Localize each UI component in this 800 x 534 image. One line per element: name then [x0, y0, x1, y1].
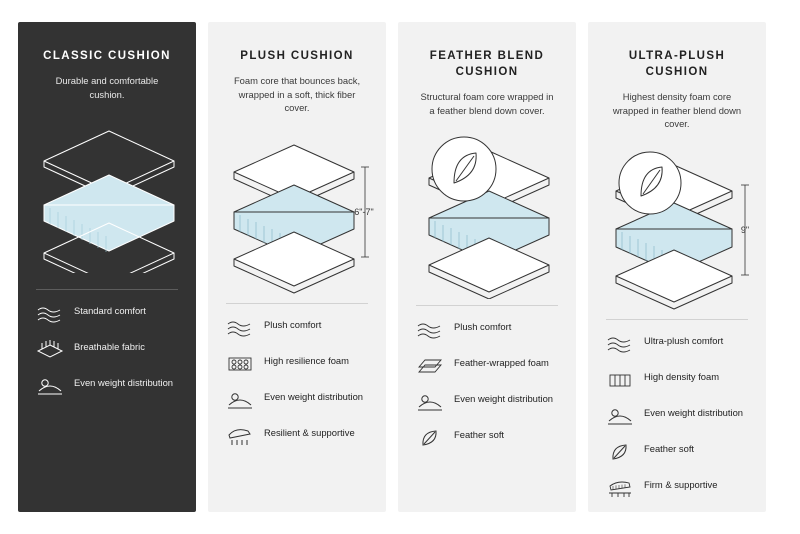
- feature-row: [34, 374, 180, 398]
- feature-label: Breathable fabric: [74, 341, 145, 352]
- feature-label: Plush comfort: [454, 321, 512, 332]
- cushion-illustration-plush: [224, 127, 374, 297]
- firm-supportive-icon: [604, 476, 636, 500]
- high-density-foam-icon: [604, 368, 636, 392]
- feature-label: Feather-wrapped foam: [454, 357, 549, 368]
- divider: [36, 289, 178, 290]
- cushion-card-ultra-plush[interactable]: [588, 22, 766, 512]
- divider: [606, 319, 748, 320]
- feature-row: [604, 476, 750, 500]
- card-description: Durable and comfortable cushion.: [55, 75, 159, 100]
- feature-row: [604, 440, 750, 464]
- feature-list: [604, 319, 750, 500]
- feature-row: [224, 388, 370, 412]
- feature-row: [414, 426, 560, 450]
- feature-label: Plush comfort: [264, 318, 322, 330]
- feature-row: [224, 352, 370, 376]
- card-title: ULTRA-PLUSH CUSHION: [628, 50, 726, 78]
- feature-label: Even weight distribution: [264, 390, 364, 402]
- feather-icon: [414, 426, 446, 450]
- cushion-illustration-ultra-plush: [604, 143, 750, 313]
- feature-list: [224, 303, 370, 448]
- feature-list: [34, 289, 180, 398]
- feature-label: High resilience foam: [264, 354, 349, 366]
- card-title: CLASSIC CUSHION: [43, 50, 171, 62]
- cushion-card-classic[interactable]: [18, 22, 196, 512]
- feature-row: [414, 390, 560, 414]
- card-title: FEATHER BLEND CUSHION: [429, 50, 545, 78]
- feature-row: [34, 302, 180, 326]
- feature-label: Even weight distribution: [454, 393, 554, 404]
- cushion-illustration-feather-blend: [414, 129, 560, 299]
- wave-lines-icon: [604, 332, 636, 356]
- resilient-support-icon: [224, 424, 256, 448]
- cushion-illustration-classic: [34, 113, 180, 283]
- feature-row: [604, 332, 750, 356]
- high-resilience-foam-icon: [224, 352, 256, 376]
- feature-row: [604, 368, 750, 392]
- feature-row: [604, 404, 750, 428]
- feather-wrapped-foam-icon: [414, 354, 446, 378]
- card-description: Highest density foam core wrapped in feather blend down cover.: [612, 91, 742, 129]
- wave-lines-icon: [414, 318, 446, 342]
- cushion-card-plush[interactable]: [208, 22, 386, 512]
- feature-row: [224, 424, 370, 448]
- feature-label: Firm & supportive: [644, 478, 718, 490]
- feature-label: Standard comfort: [74, 305, 146, 316]
- even-weight-icon: [34, 374, 66, 398]
- card-title: PLUSH CUSHION: [240, 50, 354, 62]
- cushion-card-feather-blend[interactable]: [398, 22, 576, 512]
- feature-label: Even weight distribution: [644, 406, 744, 418]
- feature-label: Even weight distribution: [74, 377, 174, 388]
- divider: [226, 303, 368, 304]
- feature-label: Feather soft: [454, 429, 505, 440]
- feature-row: [414, 318, 560, 342]
- feather-icon: [604, 440, 636, 464]
- feature-list: [414, 305, 560, 450]
- divider: [416, 305, 558, 306]
- feature-label: Feather soft: [644, 442, 695, 454]
- wave-lines-icon: [34, 302, 66, 326]
- measurement-label: 9": [740, 224, 750, 235]
- even-weight-icon: [414, 390, 446, 414]
- card-description: Structural foam core wrapped in a feather blend down cover.: [420, 91, 554, 116]
- feature-row: [224, 316, 370, 340]
- feature-row: [414, 354, 560, 378]
- wave-lines-icon: [224, 316, 256, 340]
- even-weight-icon: [604, 404, 636, 428]
- even-weight-icon: [224, 388, 256, 412]
- measurement-label: 6"-7": [354, 206, 374, 217]
- feature-label: Resilient & supportive: [264, 426, 355, 438]
- breathable-fabric-icon: [34, 338, 66, 362]
- feature-row: [34, 338, 180, 362]
- card-description: Foam core that bounces back, wrapped in a soft, thick fiber cover.: [233, 75, 361, 113]
- feature-label: Ultra-plush comfort: [644, 334, 724, 346]
- feature-label: High density foam: [644, 370, 720, 382]
